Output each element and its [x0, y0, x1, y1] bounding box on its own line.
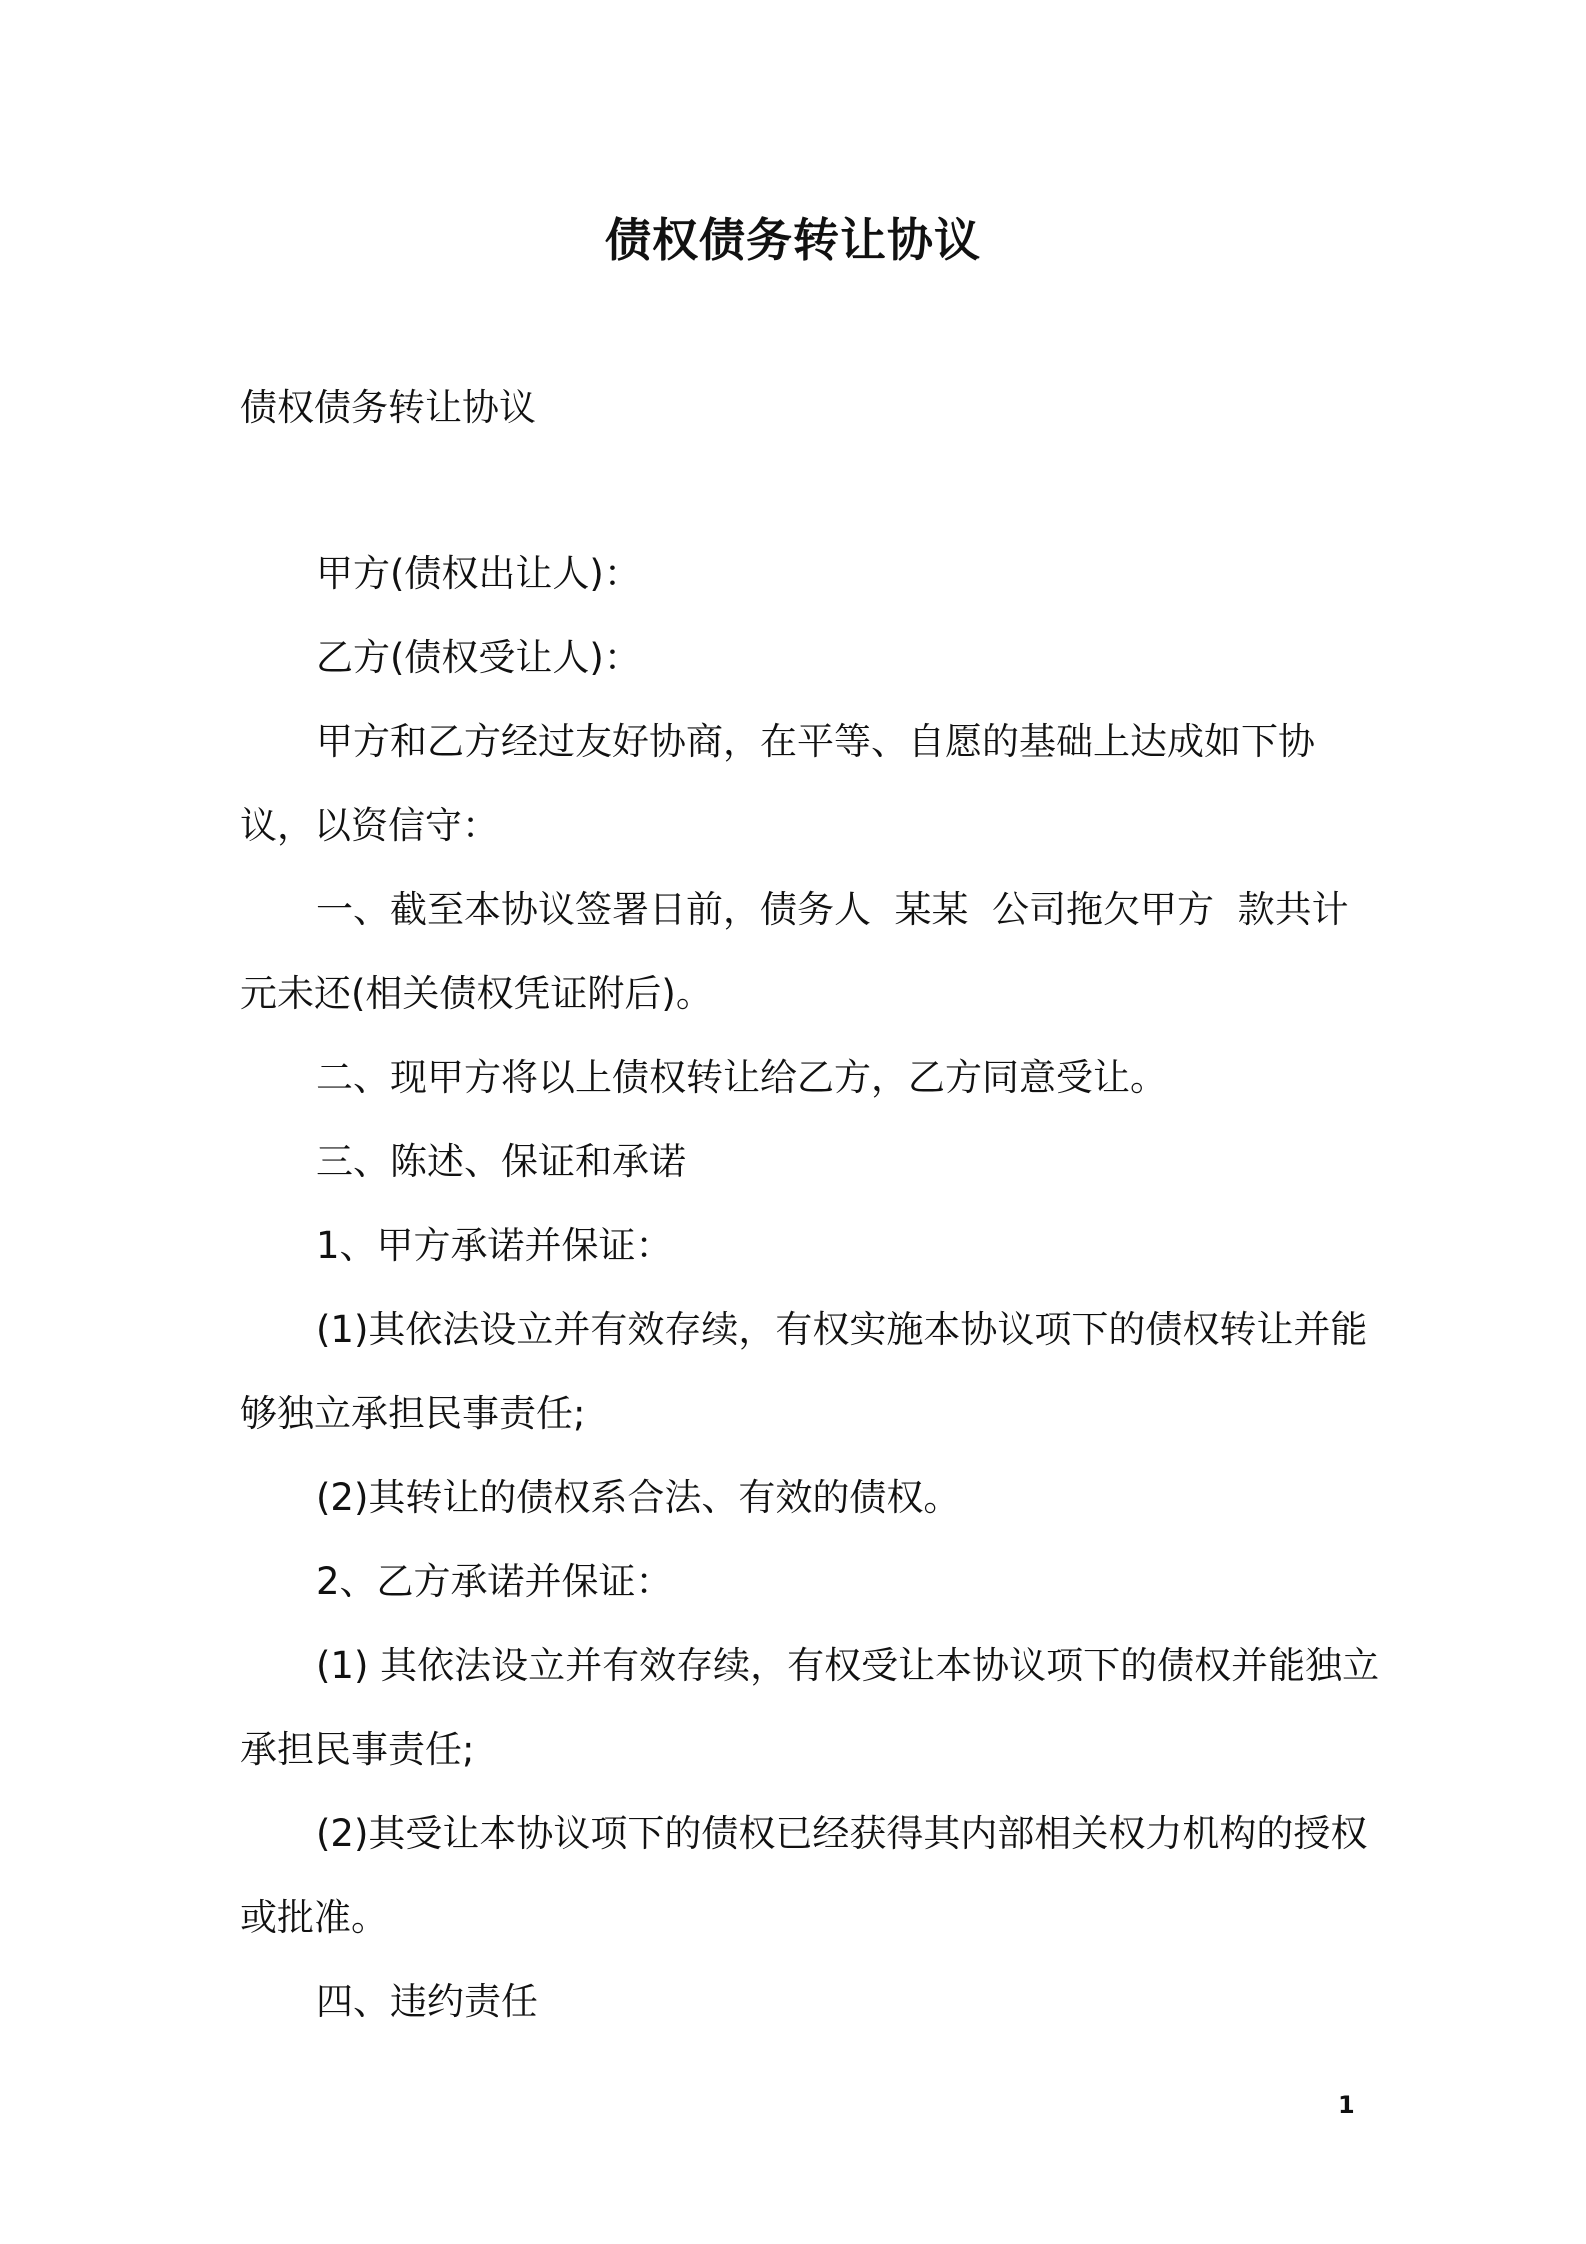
- paragraph-party-b-warranty-1: (1) 其依法设立并有效存续，有权受让本协议项下的债权并能独立承担民事责任;: [240, 1644, 1380, 1771]
- paragraph-party-a-warranty-1: (1)其依法设立并有效存续，有权实施本协议项下的债权转让并能够独立承担民事责任;: [240, 1308, 1368, 1435]
- paragraph-party-b-warranty-2: (2)其受让本协议项下的债权已经获得其内部相关权力机构的授权或批准。: [240, 1812, 1368, 1939]
- paragraph-party-b-warranty-heading: 2、乙方承诺并保证：: [316, 1560, 673, 1603]
- document-body: [240, 366, 1380, 2044]
- paragraph-clause-2: 二、现甲方将以上债权转让给乙方，乙方同意受让。: [316, 1056, 1167, 1099]
- paragraph-party-a-warranty-2: (2)其转让的债权系合法、有效的债权。: [316, 1476, 961, 1519]
- document-subtitle: 债权债务转让协议: [240, 386, 536, 429]
- paragraph-party-a-warranty-heading: 1、甲方承诺并保证：: [316, 1224, 673, 1267]
- paragraph-clause-1: 一、截至本协议签署日前，债务人 某某 公司拖欠甲方 款共计元未还(相关债权凭证附后)。: [240, 888, 1349, 1015]
- paragraph-party-a: 甲方(债权出让人)：: [316, 552, 641, 595]
- document-title: 债权债务转让协议: [605, 213, 981, 267]
- paragraph-party-b: 乙方(债权受让人)：: [316, 636, 641, 679]
- paragraph-clause-3-heading: 三、陈述、保证和承诺: [316, 1140, 686, 1183]
- paragraph-clause-4-heading: 四、违约责任: [316, 1980, 538, 2023]
- paragraph-preamble: 甲方和乙方经过友好协商，在平等、自愿的基础上达成如下协议，以资信守：: [240, 720, 1315, 847]
- page-number: 1: [1338, 2091, 1355, 2119]
